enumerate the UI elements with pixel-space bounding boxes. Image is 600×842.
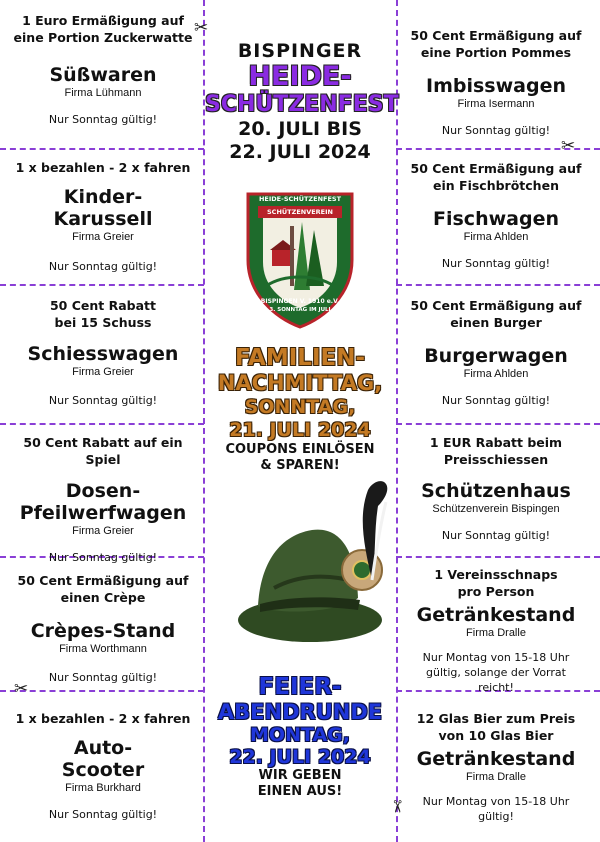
event-title-line1: HEIDE- [248,61,352,92]
coupon-company: Firma Dralle [466,627,526,639]
coupon-offer: 1 Euro Ermäßigung auf eine Portion Zuckerwatte [13,13,193,45]
family-line1: FAMILIEN- [234,345,366,371]
coupon-dosenpfeilwerfwagen [8,434,198,565]
feier-line3: MONTAG, [250,724,350,746]
family-line4: 21. JULI 2024 [229,419,371,441]
coupon-offer: 12 Glas Bier zum Preis von 10 Glas Bier [416,711,576,743]
coupon-title: Süßwaren [49,64,157,86]
coupon-title: Schiesswagen [27,343,179,365]
coupon-offer: 1 Vereinsschnaps pro Person [434,567,558,599]
cut-line-right [396,0,398,842]
coupon-validity: Nur Montag von 15-18 Uhr gültig, solange der Vorrat reicht! [422,651,570,694]
coupon-getraenkestand-schnaps [400,566,592,695]
crest-ring-text: BISPINGEN V. 1910 e.V. [260,298,340,305]
coupon-validity: Nur Sonntag gültig! [48,551,158,564]
coupon-offer: 50 Cent Rabatt auf ein Spiel [23,435,183,467]
coupon-title: Dosen- Pfeilwerfwagen [19,480,187,524]
coupon-company: Schützenverein Bispingen [432,503,560,515]
coupon-autoscooter [8,710,198,822]
crest-top-text: HEIDE-SCHÜTZENFEST [258,195,342,203]
coupon-offer: 50 Cent Ermäßigung auf einen Burger [410,298,582,330]
crest-banner-text: SCHÜTZENVEREIN [267,208,333,216]
coupon-validity: Nur Sonntag gültig! [48,671,158,684]
feier-sub1: WIR GEBEN [258,768,342,783]
event-header [205,40,399,164]
coupon-validity: Nur Sonntag gültig! [48,808,158,821]
cut-line-right-3 [396,423,600,425]
scissors-icon: ✂ [561,136,576,156]
feather-icon [342,476,402,586]
cut-line-left-2 [0,284,204,286]
coupon-suesswaren [8,12,198,127]
coupon-validity: Nur Sonntag gültig! [48,113,158,126]
family-sub1: COUPONS EINLÖSEN [225,442,375,457]
cut-line-left-5 [0,690,204,692]
coupon-validity: Nur Sonntag gültig! [48,260,158,273]
coupon-offer: 50 Cent Ermäßigung auf eine Portion Pommes [410,28,582,60]
coupon-getraenkestand-bier [400,710,592,824]
coupon-crepes-stand [8,572,198,685]
coupon-offer: 1 EUR Rabatt beim Preisschiessen [429,435,563,467]
event-town: BISPINGER [237,40,363,62]
event-date-line2: 22. JULI 2024 [229,141,371,163]
coupon-kinderkarussell [8,159,198,274]
coupon-title: Getränkestand [416,748,576,770]
family-afternoon-block [205,345,395,474]
cut-line-left-3 [0,423,204,425]
coupon-company: Firma Isermann [457,98,535,110]
hat-icon [230,478,410,658]
cut-line-right-4 [396,556,600,558]
cut-line-right-2 [396,284,600,286]
coupon-title: Fischwagen [433,208,559,230]
coupon-fischwagen [400,160,592,271]
coupon-title: Kinder- Karussell [53,186,153,230]
coupon-title: Imbisswagen [426,75,566,97]
scissors-icon: ✂ [194,18,209,38]
coupon-title: Schützenhaus [421,480,571,502]
feier-line1: FEIER- [258,674,342,700]
event-title-line2: SCHÜTZENFEST [205,92,399,117]
coupon-validity: Nur Sonntag gültig! [441,124,551,137]
coupon-company: Firma Worthmann [59,643,147,655]
coupon-company: Firma Lühmann [64,87,142,99]
coupon-title: Burgerwagen [424,345,568,367]
coupon-offer: 50 Cent Ermäßigung auf einen Crèpe [17,573,189,605]
coupon-schuetzenhaus [400,434,592,543]
coupon-title: Auto- Scooter [61,737,145,781]
coupon-validity: Nur Sonntag gültig! [441,529,551,542]
feier-line4: 22. JULI 2024 [229,746,371,768]
cut-line-left-1 [0,148,204,150]
coupon-company: Firma Dralle [466,771,526,783]
feier-line2: ABENDRUNDE [217,700,383,724]
family-line3: SONNTAG, [244,396,356,418]
coupon-offer: 1 x bezahlen - 2 x fahren [15,711,191,726]
coupon-burgerwagen [400,297,592,408]
coupon-offer: 1 x bezahlen - 2 x fahren [15,160,191,175]
coupon-company: Firma Burkhard [65,782,141,794]
club-crest-logo [244,190,356,330]
feier-sub2: EINEN AUS! [257,784,343,799]
coupon-company: Firma Greier [72,366,134,378]
coupon-validity: Nur Montag von 15-18 Uhr gültig! [422,795,570,823]
coupon-imbisswagen [400,27,592,138]
scissors-icon: ✂ [14,679,29,699]
evening-round-block [205,675,395,800]
coupon-validity: Nur Sonntag gültig! [441,394,551,407]
coupon-validity: Nur Sonntag gültig! [48,394,158,407]
family-sub2: & SPAREN! [260,458,340,473]
coupon-company: Firma Ahlden [463,368,529,380]
coupon-title: Getränkestand [416,604,576,626]
coupon-title: Crèpes-Stand [30,620,176,642]
event-date-line1: 20. JULI BIS [238,118,362,140]
coupon-company: Firma Greier [72,525,134,537]
crest-bottom-text: 3. SONNTAG IM JULI [269,307,331,313]
scissors-icon: ✂ [386,799,407,814]
coupon-offer: 50 Cent Rabatt bei 15 Schuss [49,298,157,330]
coupon-company: Firma Ahlden [463,231,529,243]
family-line2: NACHMITTAG, [217,371,383,395]
coupon-company: Firma Greier [72,231,134,243]
coupon-offer: 50 Cent Ermäßigung auf ein Fischbrötchen [410,161,582,193]
coupon-validity: Nur Sonntag gültig! [441,257,551,270]
coupon-schiesswagen [8,297,198,408]
